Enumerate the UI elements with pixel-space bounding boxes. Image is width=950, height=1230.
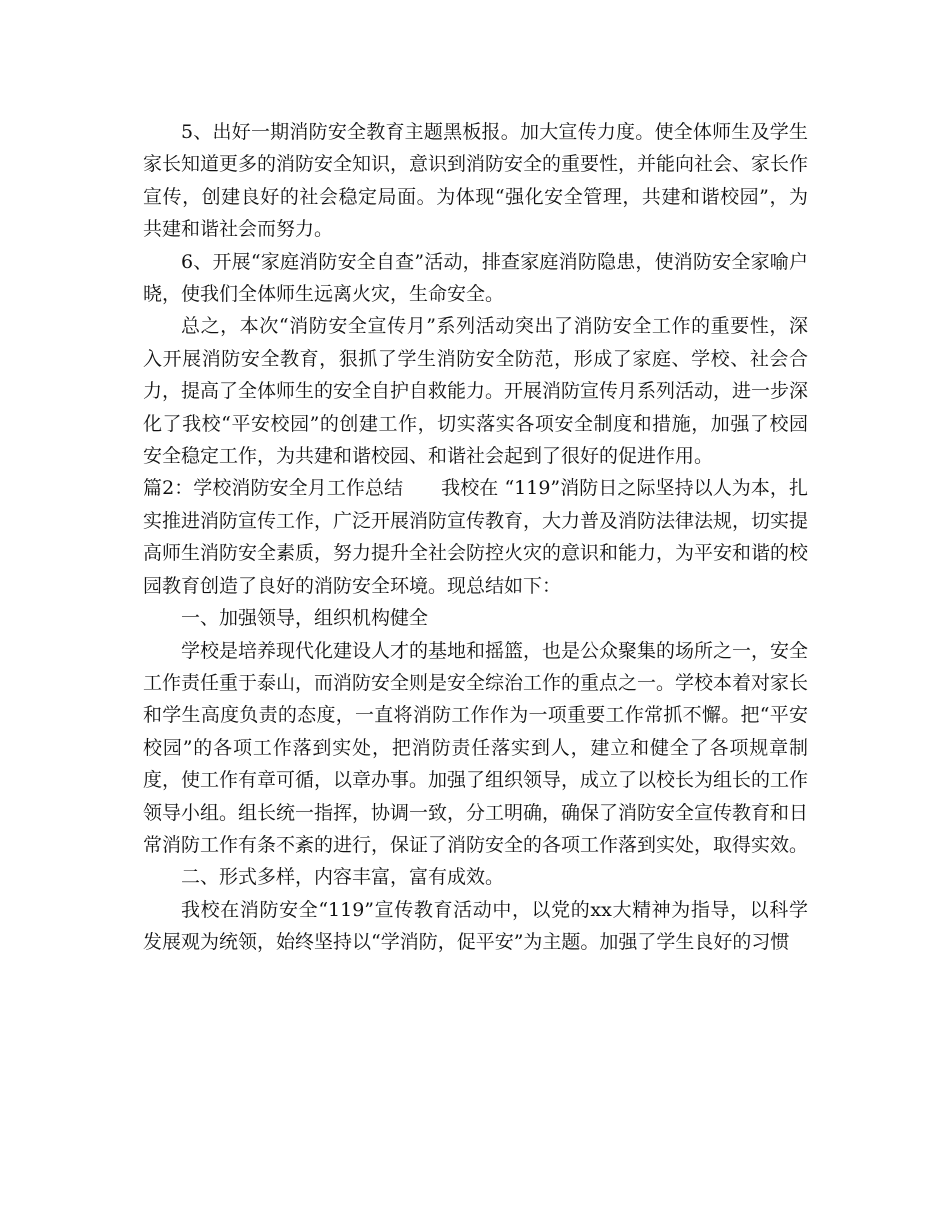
heading-diverse-forms: 二、形式多样，内容丰富，富有成效。: [181, 866, 505, 889]
paragraph-leadership: 学校是培养现代化建设人才的基地和摇篮，也是公众聚集的场所之一，安全工作责任重于泰山，而消防安全则是安全综治工作的重点之一。学校本着对家长和学生高度负责的态度，一直将消防工作作为一项重要工作常抓不懈。把“平安校园”的各项工作落到实处，把消防责任落实到人，建立和健全了各项规章制度，使工作有章可循，以章办事。加强了组织领导，成立了以校长为组长的工作领导小组。组长统一指挥，协调一致，分工明确，确保了消防安全宣传教育和日常消防工作有条不紊的进行，保证了消防安全的各项工作落到实处，取得实效。: [143, 639, 809, 856]
paragraph-item-6: 6、开展“家庭消防安全自查”活动，排查家庭消防隐患，使消防安全家喻户晓，使我们全体师生远离火灾，生命安全。: [143, 250, 808, 306]
heading-strengthen-leadership: 一、加强领导，组织机构健全: [181, 607, 429, 630]
paragraph-summary: 总之，本次“消防安全宣传月”系列活动突出了消防安全工作的重要性，深入开展消防安全教育，狠抓了学生消防安全防范，形成了家庭、学校、社会合力，提高了全体师生的安全自护自救能力。开展消防宣传月系列活动，进一步深化了我校“平安校园”的创建工作，切实落实各项安全制度和措施，加强了校园安全稳定工作，为共建和谐校园、和谐社会起到了很好的促进作用。: [143, 315, 809, 468]
document-body: [143, 116, 808, 959]
paragraph-item-5: 5、出好一期消防安全教育主题黑板报。加大宣传力度。使全体师生及学生家长知道更多的消防安全知识，意识到消防安全的重要性，并能向社会、家长作宣传，创建良好的社会稳定局面。为体现“强化安全管理，共建和谐校园”，为共建和谐社会而努力。: [143, 121, 809, 241]
paragraph-119-activity: 我校在消防安全“119”宣传教育活动中，以党的xx大精神为指导，以科学发展观为统领，始终坚持以“学消防，促平安”为主题。加强了学生良好的习惯: [143, 898, 808, 954]
paragraph-section-2-intro: 篇2：学校消防安全月工作总结 我校在 “119”消防日之际坚持以人为本，扎实推进消防宣传工作，广泛开展消防宣传教育，大力普及消防法律法规，切实提高师生消防安全素质，努力提升全社会防控火灾的意识和能力，为平安和谐的校园教育创造了良好的消防安全环境。现总结如下：: [143, 477, 809, 597]
